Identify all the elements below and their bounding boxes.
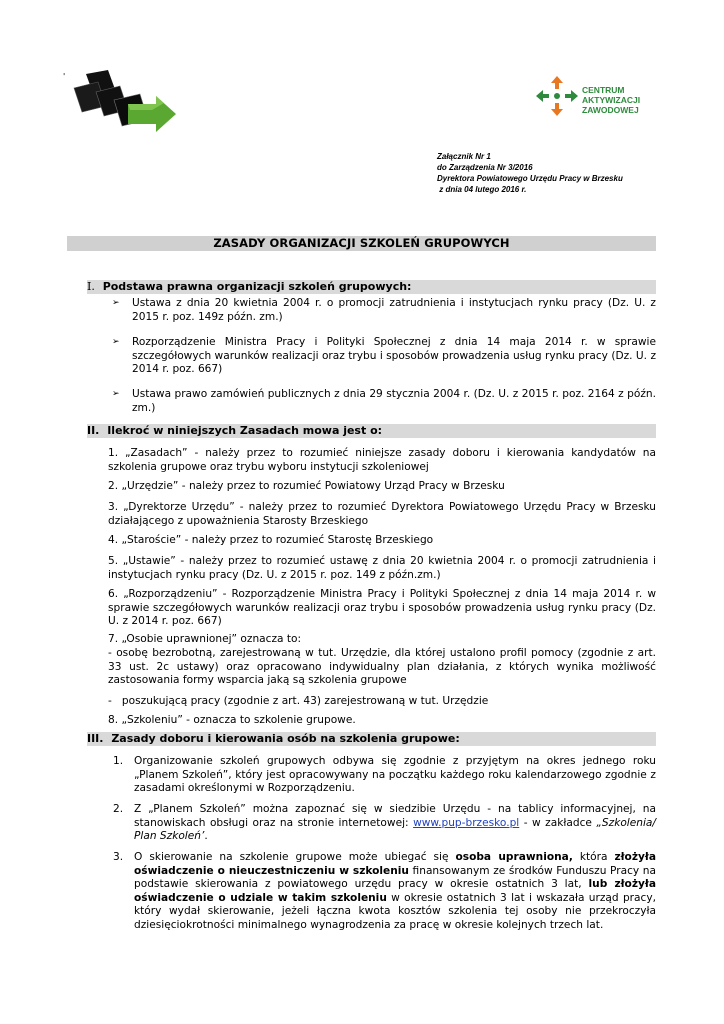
section-1-heading: [87, 280, 656, 294]
rule-3-number: 3.: [113, 851, 124, 863]
rule-2-tab-name: „Szkolenia/ Plan Szkoleń’: [134, 816, 656, 842]
section-3-heading: [87, 732, 656, 746]
corner-mark: ': [63, 72, 66, 81]
definition-4: 4. „Staroście” - należy przez to rozumieć Starostę Brzeskiego: [108, 534, 434, 546]
legal-basis-item-3: Ustawa prawo zamówień publicznych z dnia 29 stycznia 2004 r. (Dz. U. z 2015 r. poz. 2164 z późn. zm.): [132, 388, 656, 414]
legal-basis-item-1: Ustawa z dnia 20 kwietnia 2004 r. o promocji zatrudnienia i instytucjach rynku pracy (Dz. U. z 2015 r. poz. 149z późn. zm.): [132, 297, 656, 323]
section-1-roman: I.: [87, 280, 95, 293]
definition-7-option-2: - poszukującą pracy (zgodnie z art. 43) zarejestrowaną w tut. Urzędzie: [108, 695, 489, 707]
definition-1: 1. „Zasadach” - należy przez to rozumieć niniejsze zasady doboru i kierowania kandydatów na szkolenia grupowe oraz trybu wyboru instytucji szkoleniowej: [108, 447, 656, 473]
legal-basis-item-2: Rozporządzenie Ministra Pracy i Polityki Społecznej z dnia 14 maja 2014 r. w sprawie szczegółowych warunków realizacji oraz trybu i sposobów prowadzenia usług rynku pracy (Dz. U. z 2014 r. poz. 667): [132, 336, 656, 375]
bullet-arrow-icon: ➢: [112, 389, 120, 399]
rule-2-part-a: Z „Planem Szkoleń” można zapoznać się w siedzibie Urzędu - na tablicy informacyjnej, na stanowiskach obsługi oraz na stronie internetowej:: [134, 803, 656, 829]
rule-3-part-e: w okresie ostatnich 3 lat i wskazała urząd pracy, który wydał skierowanie, jeżeli łączna kwota kosztów szkolenia tej osoby nie przekroczyła dziesięciokrotności minimalnego wynagrodzenia za pracę w okresie kolejnych trzech lat.: [134, 891, 656, 931]
rule-3-bold-1: osoba uprawniona,: [455, 851, 573, 863]
rule-2-text: [134, 803, 656, 844]
section-2-roman: II.: [87, 424, 100, 437]
section-2-title: Ilekroć w niniejszych Zasadach mowa jest o:: [107, 424, 383, 437]
rule-3-part-d: finansowanym ze środków Funduszu Pracy na podstawie skierowania z powiatowego urzędu pracy w okresie ostatnich 3 lat,: [134, 864, 656, 890]
rule-3-part-a: O skierowanie na szkolenie grupowe może ubiegać się: [134, 851, 456, 863]
rule-2-part-b: - w zakładce: [519, 816, 597, 829]
definition-5: 5. „Ustawie” - należy przez to rozumieć ustawę z dnia 20 kwietnia 2004 r. o promocji zatrudnienia i instytucjach rynku pracy (Dz. U. z 2015 r. poz. 149 z późn.zm.): [108, 555, 656, 581]
definition-8: 8. „Szkoleniu” - oznacza to szkolenie grupowe.: [108, 714, 356, 726]
rule-3-bold-3: lub złożyła oświadczenie o udziale w takim szkoleniu: [134, 878, 656, 904]
pup-website-link[interactable]: www.pup-brzesko.pl: [413, 816, 520, 829]
document-title: ZASADY ORGANIZACJI SZKOLEŃ GRUPOWYCH: [67, 236, 656, 251]
rule-3-text: [134, 851, 656, 932]
caz-line-2: AKTYWIZACJI: [582, 95, 641, 105]
caz-logo: [534, 74, 658, 118]
rule-3-bold-2: złożyła oświadczenie o nieuczestniczeniu w szkoleniu: [134, 851, 656, 877]
rule-1-number: 1.: [113, 755, 124, 767]
annex-line-4: z dnia 04 lutego 2016 r.: [437, 185, 527, 194]
section-1-title: Podstawa prawna organizacji szkoleń grupowych:: [102, 280, 412, 293]
caz-line-3: ZAWODOWEJ: [582, 105, 639, 115]
rule-2-part-c: .: [204, 830, 208, 842]
rule-1-text: Organizowanie szkoleń grupowych odbywa się zgodnie z przyjętym na okres jednego roku „Planem Szkoleń”, który jest opracowywany na początku każdego roku kalendarzowego zgodnie z zasadami określonymi w Rozporządzeniu.: [134, 755, 656, 794]
section-3-roman: III.: [87, 732, 104, 745]
bullet-arrow-icon: ➢: [112, 337, 120, 347]
bullet-arrow-icon: ➢: [112, 298, 120, 308]
caz-arrows-icon: [534, 74, 580, 118]
arrow-cards-logo-icon: [68, 70, 178, 134]
definition-6: 6. „Rozporządzeniu” - Rozporządzenie Ministra Pracy i Polityki Społecznej z dnia 14 maja 2014 r. w sprawie szczegółowych warunków realizacji oraz trybu i sposobów prowadzenia usług rynku pracy (Dz. U. z 2014 r. poz. 667): [108, 588, 656, 627]
section-2-heading: [87, 424, 656, 438]
section-3-title: Zasady doboru i kierowania osób na szkolenia grupowe:: [111, 732, 460, 745]
rule-2-number: 2.: [113, 803, 124, 815]
definition-2: 2. „Urzędzie” - należy przez to rozumieć Powiatowy Urząd Pracy w Brzesku: [108, 480, 505, 492]
definition-7-option-1: - osobę bezrobotną, zarejestrowaną w tut. Urzędzie, dla której ustalono profil pomocy (zgodnie z art. 33 ust. 2c ustawy) oraz opracowano indywidualny plan działania, z których wynika możliwość zastosowania formy wsparcia jaką są szkolenia grupowe: [108, 647, 656, 686]
definition-3: 3. „Dyrektorze Urzędu” - należy przez to rozumieć Dyrektora Powiatowego Urzędu Pracy w Brzesku działającego z upoważnienia Starosty Brzeskiego: [108, 501, 656, 527]
annex-line-1: Załącznik Nr 1: [437, 152, 491, 161]
definition-7: 7. „Osobie uprawnionej” oznacza to:: [108, 633, 302, 645]
annex-line-3: Dyrektora Powiatowego Urzędu Pracy w Brzesku: [437, 174, 623, 183]
rule-3-part-c: która: [572, 851, 615, 863]
annex-note: [437, 151, 623, 195]
annex-line-2: do Zarządzenia Nr 3/2016: [437, 163, 533, 172]
caz-logo-text: [582, 85, 640, 115]
caz-line-1: CENTRUM: [582, 85, 625, 95]
